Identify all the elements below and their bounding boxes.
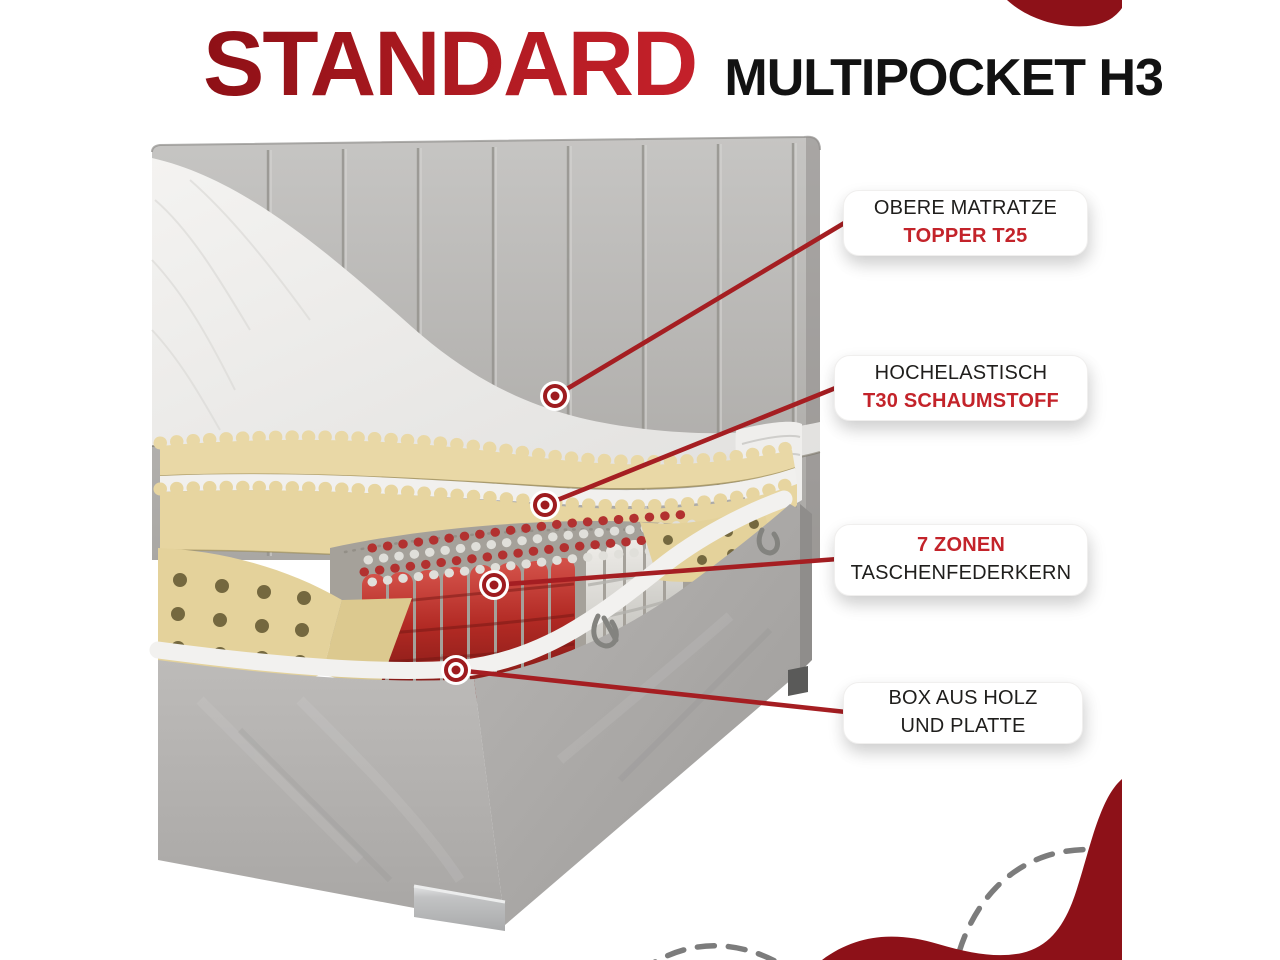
callout-box [843,682,1083,744]
callout-springs-line2: TASCHENFEDERKERN [850,562,1072,584]
callout-marker-box-icon [441,655,471,685]
corner-blob-bottom-right [822,779,1122,960]
callout-marker-springs-icon [479,570,509,600]
title-primary: STANDARD [203,13,697,115]
callout-box-line1: BOX AUS HOLZ [888,687,1038,710]
callout-marker-topper-icon [540,381,570,411]
callout-foam-line2: T30 SCHAUMSTOFF [863,390,1059,412]
title-secondary: MULTIPOCKET H3 [724,49,1163,107]
callout-topper [843,190,1088,256]
callout-foam [834,355,1088,421]
bed-foot-rear [788,666,808,696]
callout-marker-foam-icon [530,490,560,520]
page-title [203,13,1163,128]
callout-foam-line1: HOCHELASTISCH [874,362,1048,385]
dashed-curve-bottom-left [618,946,784,960]
callout-springs [834,524,1088,596]
callout-topper-line2: TOPPER T25 [903,225,1028,247]
callout-box-line2: UND PLATTE [900,715,1026,737]
callout-springs-line1: 7 ZONEN [916,534,1006,557]
callout-topper-line1: OBERE MATRATZE [873,197,1058,220]
